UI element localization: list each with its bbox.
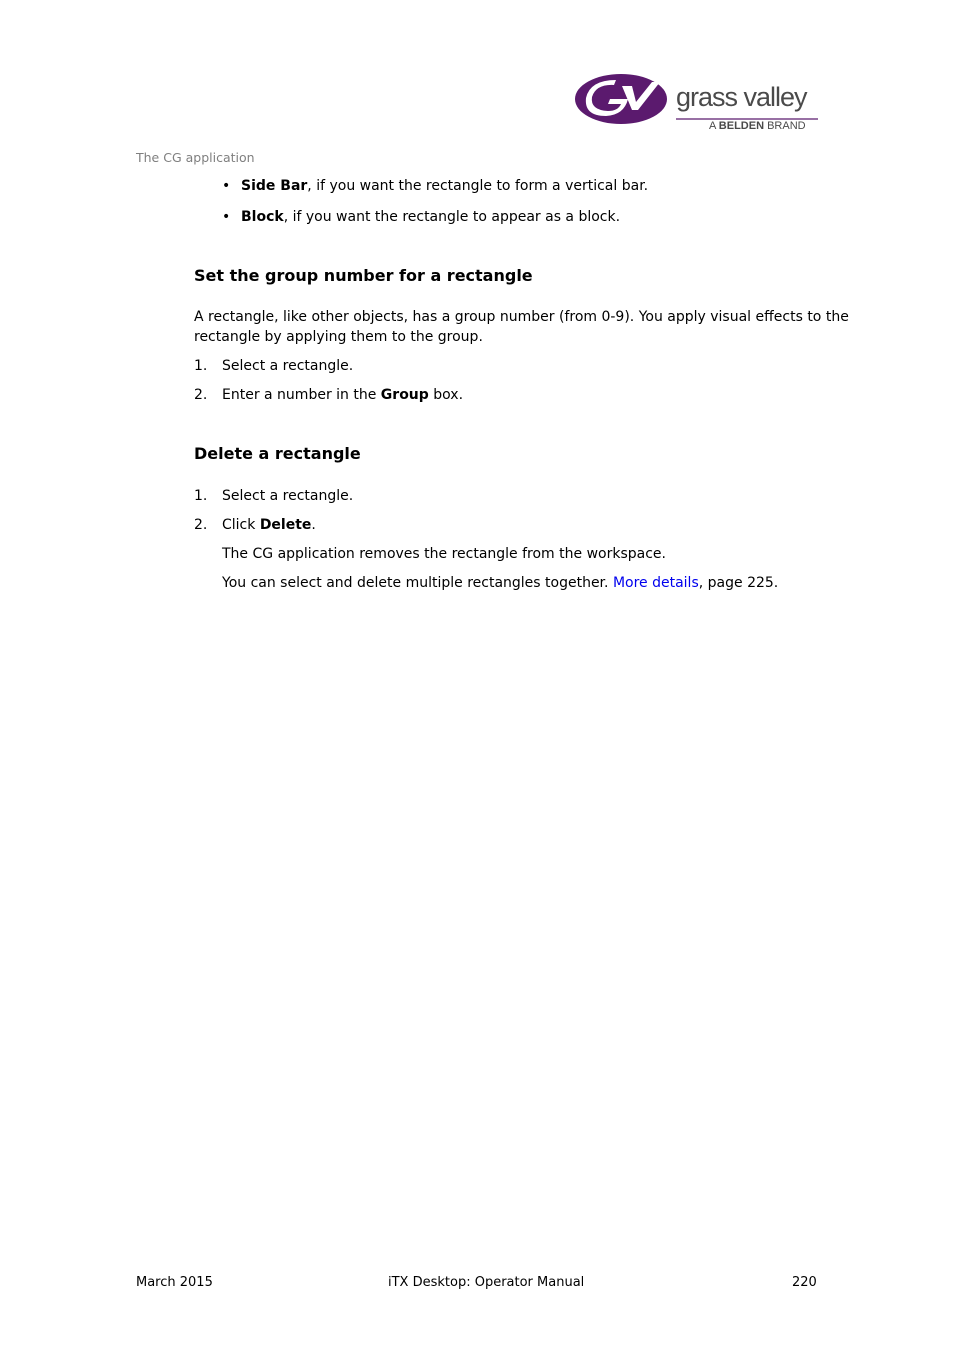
step-result: The CG application removes the rectangle from the workspace. [222,546,666,562]
step-number: 1. [194,488,208,504]
bullet-icon: • [222,209,231,225]
intro-line: A rectangle, like other objects, has a group number (from 0-9). You apply visual effects to the [194,309,849,325]
more-details-paragraph [222,573,778,593]
footer-page-number: 220 [792,1275,817,1290]
footer-title: iTX Desktop: Operator Manual [388,1275,585,1290]
bullet-text: , if you want the rectangle to appear as a block. [283,209,621,225]
bullet-text: , if you want the rectangle to form a vertical bar. [307,178,649,194]
step-number: 2. [194,387,208,403]
step-text: Select a rectangle. [222,488,354,504]
grass-valley-logo [574,72,824,136]
tagline-suffix: BRAND [767,120,806,132]
footer-date: March 2015 [136,1275,213,1290]
bullet-icon: • [222,178,231,194]
section-heading: Set the group number for a rectangle [194,266,533,285]
brand-tagline [709,120,806,132]
running-head: The CG application [136,150,255,165]
step-text: . [311,517,316,533]
tagline-prefix: A [709,120,716,132]
step-text: Enter a number in the [222,387,381,403]
step-text: Click [222,517,260,533]
more-details-link[interactable]: More details [612,575,699,591]
intro-line: rectangle by applying them to the group. [194,329,483,345]
bullet-bold: Block [241,209,284,225]
tagline-brand: BELDEN [718,120,765,132]
step-number: 1. [194,358,208,374]
brand-wordmark: grass valley [676,82,807,112]
step-number: 2. [194,517,208,533]
section-heading: Delete a rectangle [194,444,361,463]
step-text: box. [428,387,464,403]
step-text: Select a rectangle. [222,358,354,374]
step-bold: Delete [259,517,312,533]
more-text: , page 225. [698,575,779,591]
step-bold: Group [380,387,429,403]
bullet-bold: Side Bar [241,178,308,194]
more-text: You can select and delete multiple rectangles together. [222,575,613,591]
section-intro [194,307,849,347]
